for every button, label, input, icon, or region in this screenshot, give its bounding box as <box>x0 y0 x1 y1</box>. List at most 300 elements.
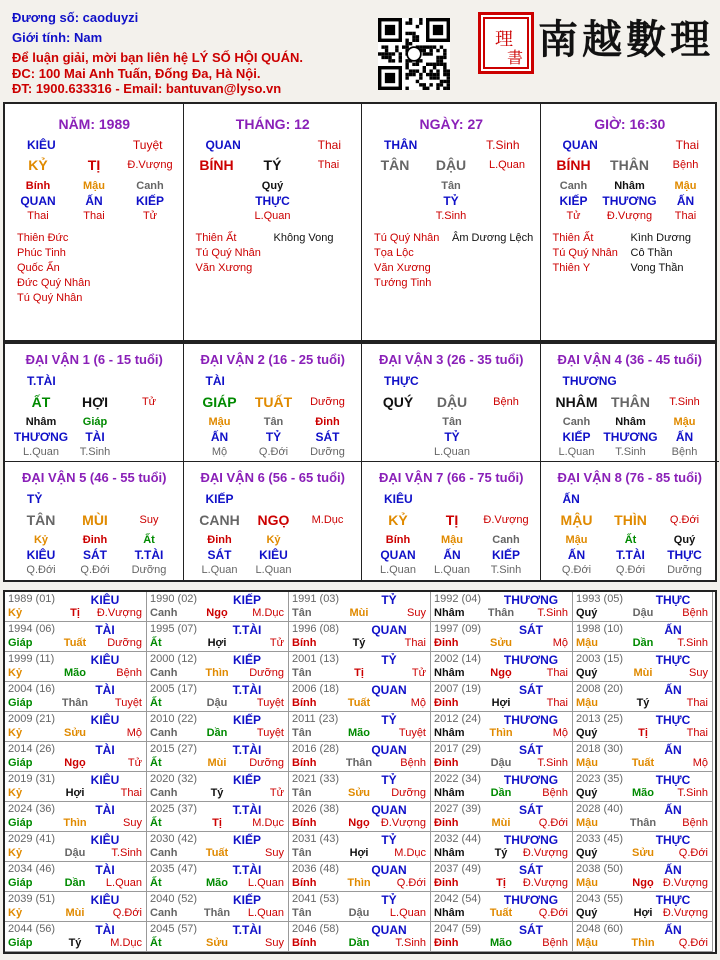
year-stem: Kỷ <box>8 847 23 859</box>
dai-van-phase: T.Sinh <box>669 396 700 408</box>
star-left: Thiên Đức <box>17 232 69 244</box>
year-god: KIÊU <box>90 833 120 847</box>
dai-van-hidden-state: Q.Đới <box>26 564 56 576</box>
year-god: KIÊU <box>90 593 120 607</box>
year-god: KIẾP <box>232 593 262 607</box>
dai-van-branch: THÂN <box>611 394 650 410</box>
year-cell <box>573 922 713 952</box>
year-branch: Mùi <box>207 757 227 769</box>
year-stem: Đinh <box>434 637 459 649</box>
hidden-god: THƯƠNG <box>602 194 657 208</box>
year-cell <box>147 892 289 922</box>
year-label: 2046 (58) <box>292 923 340 935</box>
heavenly-stem: BÍNH <box>199 157 234 173</box>
dai-van-hidden-god: SÁT <box>83 548 107 562</box>
year-cell <box>289 682 431 712</box>
year-branch: Dậu <box>348 907 370 919</box>
pillar-1 <box>5 104 184 340</box>
year-branch: Tuất <box>631 757 655 769</box>
year-label: 2043 (55) <box>576 893 624 905</box>
star-left: Tú Quý Nhân <box>374 232 440 244</box>
dai-van-stem: ẤT <box>31 394 51 410</box>
year-label: 2025 (37) <box>150 803 198 815</box>
pillar-title: GIỜ: 16:30 <box>594 116 666 132</box>
dai-van-stem: CANH <box>199 512 240 528</box>
year-label: 2020 (32) <box>150 773 198 785</box>
phone-email-line: ĐT: 1900.633316 - Email: bantuvan@lyso.vn <box>12 81 282 96</box>
year-branch: Sửu <box>631 847 655 859</box>
year-branch: Thân <box>345 757 373 769</box>
pillar-ten-god: THÂN <box>384 138 418 152</box>
year-god: THỰC <box>655 893 691 907</box>
four-pillars-panel <box>3 102 717 342</box>
dai-van-panel <box>3 342 717 582</box>
year-cell <box>573 862 713 892</box>
year-god: TỶ <box>381 653 397 667</box>
year-god: ẤN <box>664 803 682 817</box>
star-left: Tú Quý Nhân <box>195 247 261 259</box>
year-stem: Tân <box>292 607 312 619</box>
year-branch: Tý <box>352 637 366 649</box>
dai-van-hidden-god: QUAN <box>380 548 416 562</box>
dai-van-phase: Bệnh <box>493 396 519 408</box>
hidden-stem: Mậu <box>674 180 697 192</box>
hidden-god: QUAN <box>20 194 56 208</box>
year-god: T.TÀI <box>232 743 262 757</box>
year-cell <box>289 802 431 832</box>
year-stem: Canh <box>150 847 178 859</box>
dai-van-hidden-state: T.Sinh <box>615 446 646 458</box>
year-stem: Đinh <box>434 757 459 769</box>
year-label: 2012 (24) <box>434 713 482 725</box>
year-branch: Mùi <box>349 607 369 619</box>
year-god: ẤN <box>664 863 682 877</box>
star-left: Văn Xương <box>374 262 431 274</box>
year-label: 1997 (09) <box>434 623 482 635</box>
year-cell <box>5 892 147 922</box>
star-right: Kình Dương <box>630 232 691 244</box>
year-branch: Tị <box>496 877 506 889</box>
year-phase: M.Dục <box>252 607 284 619</box>
year-label: 2004 (16) <box>8 683 56 695</box>
year-cell <box>5 712 147 742</box>
dai-van-hidden-stem: Mậu <box>565 534 588 546</box>
year-branch: Thìn <box>205 667 229 679</box>
year-branch: Tý <box>494 847 508 859</box>
year-branch: Hợi <box>491 697 511 709</box>
yearly-luck-grid <box>3 590 717 954</box>
year-stem: Tân <box>292 727 312 739</box>
gender-line: Giới tính: Nam <box>12 30 103 45</box>
dai-van-hidden-god: THƯƠNG <box>13 430 69 444</box>
year-label: 2023 (35) <box>576 773 624 785</box>
year-label: 1995 (07) <box>150 623 198 635</box>
dai-van-god: THỰC <box>384 374 419 388</box>
year-stem: Mậu <box>576 877 598 889</box>
year-phase: Đ.Vượng <box>96 607 142 619</box>
year-god: TỶ <box>381 773 397 787</box>
year-cell <box>5 592 147 622</box>
year-phase: Đ.Vượng <box>662 877 708 889</box>
year-label: 2044 (56) <box>8 923 56 935</box>
year-label: 2047 (59) <box>434 923 482 935</box>
hidden-god: ẤN <box>676 194 695 208</box>
year-phase: Thai <box>546 667 568 679</box>
dai-van-hidden-god: THỰC <box>667 548 702 562</box>
earthly-branch: TÝ <box>263 157 282 173</box>
owner-name: caoduyzi <box>82 10 139 25</box>
hidden-god: THỰC <box>255 194 290 208</box>
year-cell <box>289 712 431 742</box>
year-god: THỰC <box>655 593 691 607</box>
year-cell <box>289 742 431 772</box>
year-stem: Mậu <box>576 637 598 649</box>
year-branch: Tị <box>354 667 364 679</box>
dai-van-title: ĐẠI VẬN 6 (56 - 65 tuổi) <box>200 470 345 485</box>
year-branch: Hợi <box>65 787 85 799</box>
dai-van-title: ĐẠI VẬN 4 (36 - 45 tuổi) <box>557 352 702 367</box>
year-branch: Tị <box>212 817 222 829</box>
year-stem: Nhâm <box>434 847 465 859</box>
pillar-top-phase: Tuyệt <box>132 138 163 152</box>
year-stem: Ất <box>150 877 162 889</box>
year-stem: Canh <box>150 667 178 679</box>
year-phase: Đ.Vượng <box>522 877 568 889</box>
year-phase: Đ.Vượng <box>380 817 426 829</box>
dai-van-branch: TỊ <box>445 512 459 528</box>
hidden-state: Thai <box>83 210 105 222</box>
pillar-title: THÁNG: 12 <box>235 116 310 132</box>
star-right: Vong Thần <box>630 262 684 274</box>
year-cell <box>573 832 713 862</box>
year-cell <box>289 862 431 892</box>
dai-van-hidden-stem: Bính <box>385 534 411 546</box>
star-left: Quốc Ấn <box>17 262 60 274</box>
year-stem: Mậu <box>576 817 598 829</box>
hidden-state: Tử <box>566 210 581 222</box>
logo: 南越數理 <box>538 16 714 63</box>
hidden-god: KIẾP <box>135 194 165 208</box>
dai-van-hidden-stem: Kỷ <box>266 534 281 546</box>
dai-van-hidden-stem: Tân <box>263 416 284 428</box>
dai-van-title: ĐẠI VẬN 5 (46 - 55 tuổi) <box>22 470 167 485</box>
year-label: 2027 (39) <box>434 803 482 815</box>
dai-van-hidden-stem: Nhâm <box>615 416 646 428</box>
year-phase: Bệnh <box>542 787 568 799</box>
year-stem: Nhâm <box>434 907 465 919</box>
year-label: 2032 (44) <box>434 833 482 845</box>
year-god: KIÊU <box>90 773 120 787</box>
year-label: 2022 (34) <box>434 773 482 785</box>
year-stem: Giáp <box>8 937 33 949</box>
year-label: 2035 (47) <box>150 863 198 875</box>
year-cell <box>573 802 713 832</box>
pillar-top-phase: Thai <box>675 138 699 152</box>
year-god: T.TÀI <box>232 623 262 637</box>
contact-line: Để luận giải, mời bạn liên hệ LÝ SỐ HỘI QUÁN. <box>12 50 303 65</box>
dai-van-hidden-state: Q.Đới <box>561 564 592 576</box>
year-cell <box>289 592 431 622</box>
year-cell <box>289 892 431 922</box>
year-cell <box>289 652 431 682</box>
year-stem: Tân <box>292 847 312 859</box>
dai-van-branch: MÙI <box>82 512 108 528</box>
dai-van-hidden-stem: Canh <box>562 416 591 428</box>
year-god: TÀI <box>95 923 115 937</box>
year-label: 2041 (53) <box>292 893 340 905</box>
year-label: 2039 (51) <box>8 893 56 905</box>
year-branch: Thìn <box>63 817 87 829</box>
dai-van-hidden-god: ẤN <box>210 430 229 444</box>
hidden-stem: Bính <box>25 180 51 192</box>
year-phase: L.Quan <box>105 877 142 889</box>
year-branch: Sửu <box>347 787 371 799</box>
year-cell <box>147 682 289 712</box>
year-label: 2026 (38) <box>292 803 340 815</box>
year-cell <box>147 712 289 742</box>
year-phase: T.Sinh <box>395 937 426 949</box>
year-label: 2019 (31) <box>8 773 56 785</box>
growth-phase: Bệnh <box>672 159 699 171</box>
year-phase: Q.Đới <box>538 907 568 919</box>
heavenly-stem: BÍNH <box>556 157 591 173</box>
year-cell <box>5 922 147 952</box>
dai-van-6 <box>184 462 363 580</box>
year-god: QUAN <box>371 683 407 697</box>
year-label: 2045 (57) <box>150 923 198 935</box>
dai-van-hidden-stem: Đinh <box>82 534 108 546</box>
year-label: 2030 (42) <box>150 833 198 845</box>
year-stem: Nhâm <box>434 787 465 799</box>
dai-van-title: ĐẠI VẬN 7 (66 - 75 tuổi) <box>379 470 524 485</box>
year-branch: Tuất <box>347 697 371 709</box>
dai-van-stem: NHÂM <box>555 394 598 410</box>
year-branch: Dậu <box>490 757 512 769</box>
year-stem: Quý <box>576 787 598 799</box>
year-label: 2034 (46) <box>8 863 56 875</box>
year-god: KIẾP <box>232 893 262 907</box>
year-cell <box>431 862 573 892</box>
year-branch: Mão <box>206 877 228 889</box>
year-label: 2008 (20) <box>576 683 624 695</box>
hidden-state: Thai <box>674 210 697 222</box>
year-stem: Kỷ <box>8 787 23 799</box>
year-branch: Sửu <box>63 727 87 739</box>
dai-van-hidden-stem: Mậu <box>208 416 231 428</box>
dai-van-hidden-god: ẤN <box>567 548 586 562</box>
dai-van-god: T.TÀI <box>27 374 56 388</box>
year-cell <box>431 922 573 952</box>
year-branch: Thìn <box>631 937 655 949</box>
dai-van-hidden-stem: Nhâm <box>25 416 57 428</box>
year-phase: Bệnh <box>682 607 708 619</box>
dai-van-8 <box>541 462 720 580</box>
year-phase: Q.Đới <box>678 847 708 859</box>
year-cell <box>431 622 573 652</box>
year-label: 2028 (40) <box>576 803 624 815</box>
year-phase: Suy <box>265 937 284 949</box>
gender-value: Nam <box>73 30 103 45</box>
year-label: 2000 (12) <box>150 653 198 665</box>
year-phase: Q.Đới <box>538 817 568 829</box>
dai-van-title: ĐẠI VẬN 1 (6 - 15 tuổi) <box>25 352 163 367</box>
year-phase: Dưỡng <box>107 637 142 649</box>
year-stem: Quý <box>576 847 598 859</box>
hidden-state: Thai <box>27 210 49 222</box>
dai-van-hidden-god: ẤN <box>675 430 694 444</box>
header <box>0 0 720 100</box>
year-phase: Dưỡng <box>249 667 284 679</box>
year-god: KIÊU <box>90 893 120 907</box>
year-god: KIẾP <box>232 833 262 847</box>
year-god: TÀI <box>95 683 115 697</box>
year-branch: Thân <box>61 697 89 709</box>
year-stem: Nhâm <box>434 607 465 619</box>
year-branch: Thân <box>629 817 657 829</box>
year-branch: Tý <box>68 937 82 949</box>
dai-van-hidden-stem: Ất <box>143 534 155 546</box>
year-stem: Nhâm <box>434 667 465 679</box>
year-phase: Suy <box>407 607 426 619</box>
year-label: 2031 (43) <box>292 833 340 845</box>
year-label: 2015 (27) <box>150 743 198 755</box>
year-stem: Kỷ <box>8 667 23 679</box>
year-stem: Tân <box>292 787 312 799</box>
dai-van-hidden-god: SÁT <box>315 430 340 444</box>
heavenly-stem: TÂN <box>380 157 410 173</box>
dai-van-phase: Q.Đới <box>669 514 700 526</box>
year-branch: Ngọ <box>632 877 654 889</box>
dai-van-title: ĐẠI VẬN 8 (76 - 85 tuổi) <box>557 470 702 485</box>
year-phase: Thai <box>686 727 708 739</box>
dai-van-stem: TÂN <box>26 512 56 528</box>
year-label: 2001 (13) <box>292 653 340 665</box>
year-phase: T.Sinh <box>111 847 142 859</box>
dai-van-branch: DẬU <box>436 394 468 410</box>
year-branch: Ngọ <box>348 817 370 829</box>
year-god: SÁT <box>519 803 543 817</box>
year-god: TỶ <box>381 893 397 907</box>
year-branch: Tý <box>636 697 650 709</box>
year-label: 2017 (29) <box>434 743 482 755</box>
year-god: T.TÀI <box>232 803 262 817</box>
year-god: THƯƠNG <box>503 653 559 667</box>
year-stem: Bính <box>292 817 317 829</box>
year-god: ẤN <box>664 623 682 637</box>
star-left: Đức Quý Nhân <box>17 277 91 289</box>
growth-phase: Thai <box>317 159 340 171</box>
year-label: 1993 (05) <box>576 593 624 605</box>
dai-van-branch: TUẤT <box>254 394 293 410</box>
dai-van-hidden-state: Bệnh <box>671 446 698 458</box>
year-god: TÀI <box>95 803 115 817</box>
dai-van-hidden-state: L.Quan <box>201 564 238 576</box>
year-phase: Mộ <box>410 697 426 709</box>
year-label: 2037 (49) <box>434 863 482 875</box>
year-god: KIẾP <box>232 713 262 727</box>
address-line: ĐC: 100 Mai Anh Tuấn, Đống Đa, Hà Nội. <box>12 66 261 81</box>
pillar-ten-god: QUAN <box>205 138 241 152</box>
dai-van-1 <box>5 344 184 462</box>
year-cell <box>431 892 573 922</box>
year-cell <box>431 592 573 622</box>
dai-van-2 <box>184 344 363 462</box>
year-phase: Đ.Vượng <box>522 847 568 859</box>
star-left: Văn Xương <box>195 262 253 274</box>
year-branch: Hợi <box>633 907 653 919</box>
dai-van-hidden-stem: Quý <box>673 534 696 546</box>
year-stem: Canh <box>150 727 178 739</box>
year-label: 2016 (28) <box>292 743 340 755</box>
year-god: TÀI <box>95 743 115 757</box>
year-god: KIÊU <box>90 653 120 667</box>
year-phase: Q.Đới <box>112 907 142 919</box>
year-cell <box>431 832 573 862</box>
year-branch: Dần <box>632 637 654 649</box>
year-stem: Giáp <box>8 817 33 829</box>
dai-van-hidden-state: T.Sinh <box>79 446 111 458</box>
dai-van-hidden-stem: Canh <box>492 534 520 546</box>
year-god: SÁT <box>519 743 543 757</box>
dai-van-hidden-god: KIẾP <box>491 548 521 562</box>
year-god: KIÊU <box>90 713 120 727</box>
year-stem: Bính <box>292 637 317 649</box>
year-stem: Quý <box>576 667 598 679</box>
year-stem: Canh <box>150 607 178 619</box>
owner-line: Đương số: caoduyzi <box>12 10 139 25</box>
year-label: 1999 (11) <box>8 653 55 665</box>
year-stem: Ất <box>150 937 162 949</box>
year-phase: Bệnh <box>682 817 708 829</box>
year-phase: Dưỡng <box>391 787 426 799</box>
year-branch: Hợi <box>207 637 227 649</box>
hidden-god: KIẾP <box>559 194 588 208</box>
dai-van-stem: KỶ <box>388 512 408 528</box>
year-branch: Hợi <box>349 847 369 859</box>
year-phase: Tuyệt <box>114 697 142 709</box>
year-phase: Tuyệt <box>398 727 426 739</box>
year-god: THƯƠNG <box>503 593 559 607</box>
dai-van-hidden-god: T.TÀI <box>134 548 164 562</box>
year-god: KIẾP <box>232 773 262 787</box>
year-stem: Giáp <box>8 697 33 709</box>
year-cell <box>431 772 573 802</box>
year-stem: Đinh <box>434 937 459 949</box>
year-label: 2029 (41) <box>8 833 56 845</box>
year-branch: Thìn <box>347 877 371 889</box>
year-label: 2048 (60) <box>576 923 624 935</box>
year-god: SÁT <box>519 863 543 877</box>
dai-van-hidden-state: Dưỡng <box>131 564 167 576</box>
year-stem: Giáp <box>8 637 33 649</box>
year-cell <box>5 772 147 802</box>
year-branch: Dần <box>348 937 370 949</box>
year-god: THỰC <box>655 833 691 847</box>
dai-van-god: THƯƠNG <box>562 374 617 388</box>
earthly-branch: TỊ <box>87 157 101 173</box>
year-god: T.TÀI <box>232 863 262 877</box>
dai-van-hidden-stem: Đinh <box>207 534 232 546</box>
year-cell <box>573 652 713 682</box>
dai-van-god: KIÊU <box>384 492 413 506</box>
year-phase: Đ.Vượng <box>662 907 708 919</box>
year-god: THỰC <box>655 713 691 727</box>
year-branch: Dậu <box>64 847 86 859</box>
year-stem: Quý <box>576 727 598 739</box>
year-phase: T.Sinh <box>537 757 568 769</box>
year-stem: Bính <box>292 757 317 769</box>
year-cell <box>431 682 573 712</box>
